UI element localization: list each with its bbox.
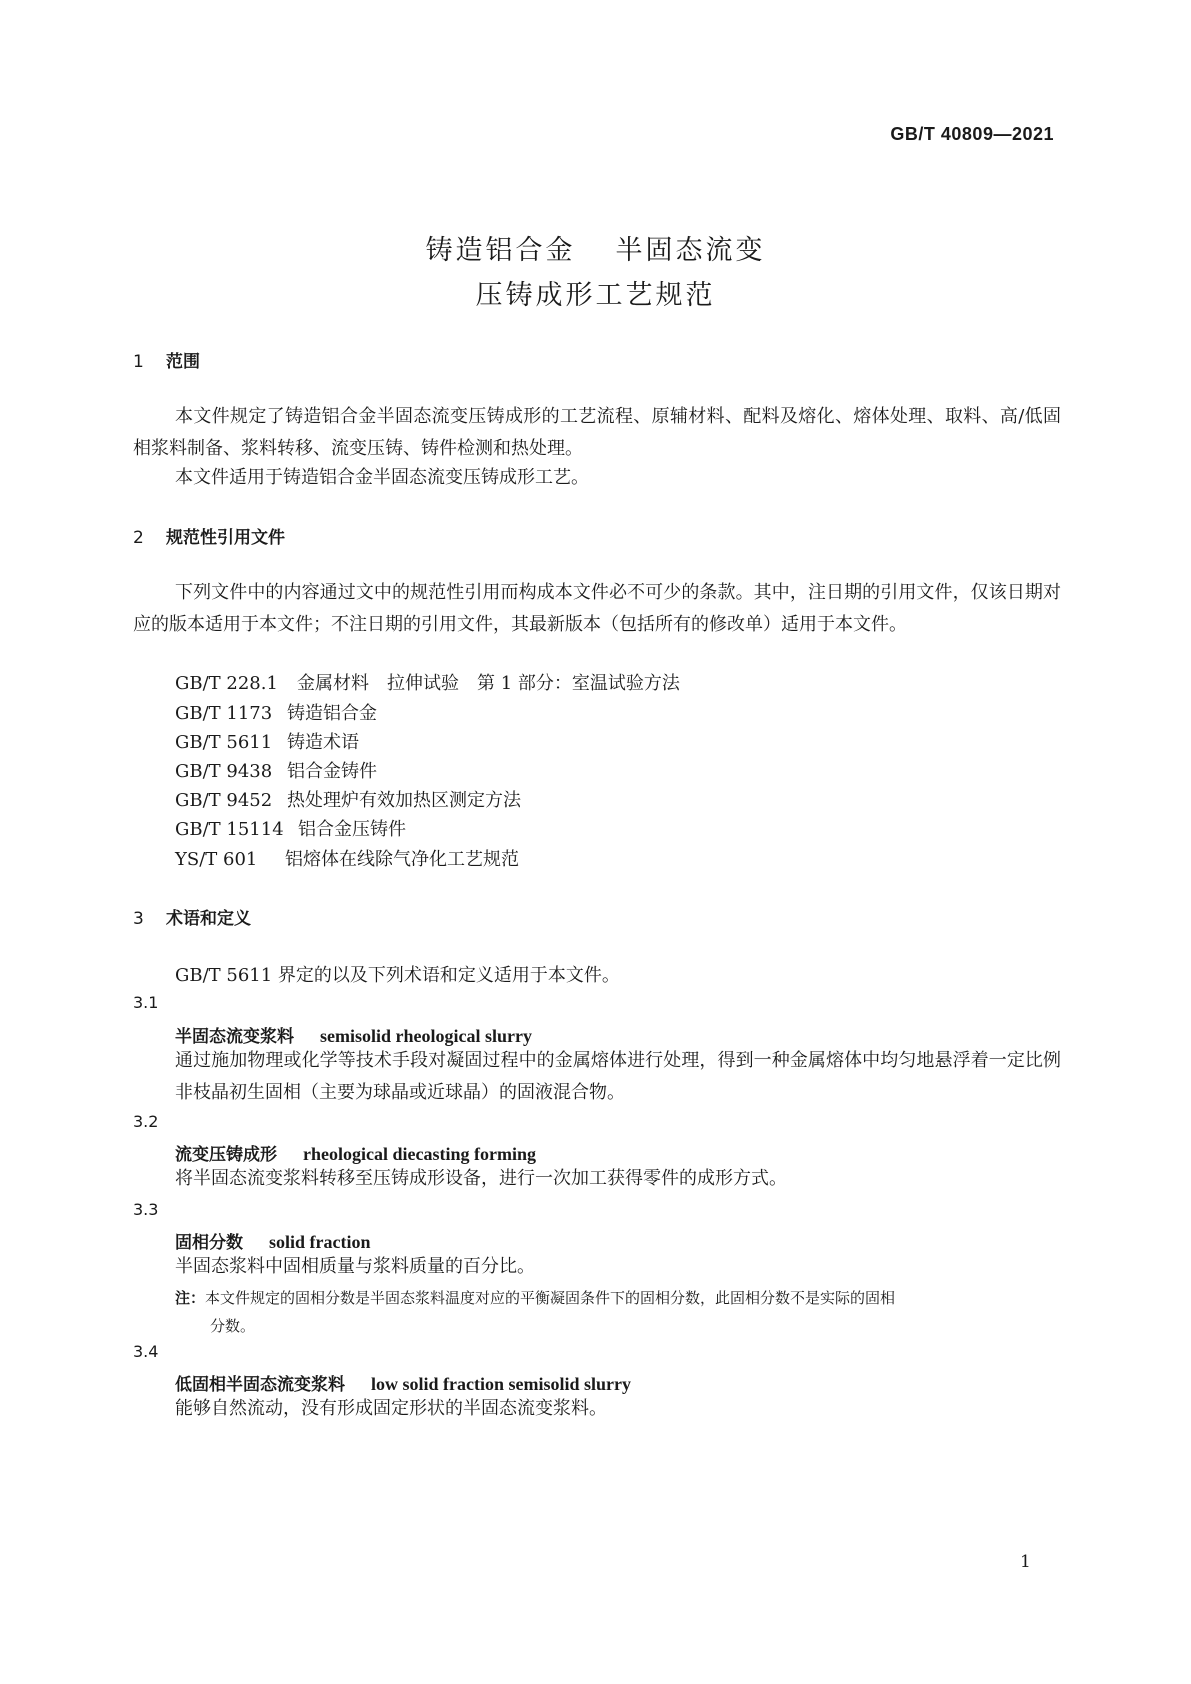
term-number: 3.2: [133, 1112, 159, 1131]
section-title: 术语和定义: [166, 909, 251, 929]
term-en: low solid fraction semisolid slurry: [371, 1374, 631, 1394]
section-number: 3: [133, 909, 144, 929]
term-definition: 半固态浆料中固相质量与浆料质量的百分比。: [175, 1256, 535, 1277]
document-title-line2: 压铸成形工艺规范: [475, 280, 716, 311]
title-part-a: 铸造铝合金: [425, 235, 576, 266]
section-title: 规范性引用文件: [166, 528, 285, 548]
term-definition: 能够自然流动，没有形成固定形状的半固态流变浆料。: [175, 1398, 607, 1419]
section-number: 2: [133, 528, 144, 548]
section-number: 1: [133, 352, 144, 372]
note-text-line1: 本文件规定的固相分数是半固态浆料温度对应的平衡凝固条件下的固相分数，此固相分数不是实际的固相: [205, 1289, 896, 1307]
section-title: 范围: [166, 352, 200, 372]
reference-item: YS/T 601 铝熔体在线除气净化工艺规范: [175, 849, 519, 870]
note-text-line2: 分数。: [210, 1317, 256, 1335]
terms-intro: GB/T 5611 界定的以及下列术语和定义适用于本文件。: [175, 965, 620, 986]
term-heading: [175, 1140, 536, 1165]
reference-item: GB/T 9438 铝合金铸件: [175, 761, 377, 782]
section-3-heading: [133, 904, 251, 929]
term-en: semisolid rheological slurry: [320, 1026, 532, 1046]
reference-item: GB/T 5611 铸造术语: [175, 732, 359, 753]
section-2-heading: [133, 523, 285, 548]
term-heading: [175, 1228, 371, 1253]
reference-item: GB/T 9452 热处理炉有效加热区测定方法: [175, 790, 521, 811]
term-definition: 通过施加物理或化学等技术手段对凝固过程中的金属熔体进行处理，得到一种金属熔体中均匀地悬浮着一定比例非枝晶初生固相（主要为球晶或近球晶）的固液混合物。: [175, 1050, 1061, 1103]
title-part-b: 半固态流变: [615, 235, 766, 266]
term-cn: 低固相半固态流变浆料: [175, 1375, 345, 1395]
scope-paragraph-1: 本文件规定了铸造铝合金半固态流变压铸成形的工艺流程、原辅材料、配料及熔化、熔体处理、取料、高/低固相浆料制备、浆料转移、流变压铸、铸件检测和热处理。: [133, 406, 1061, 459]
term-number: 3.4: [133, 1342, 159, 1361]
term-heading: [175, 1022, 532, 1047]
reference-item: GB/T 1173 铸造铝合金: [175, 703, 377, 724]
term-number: 3.3: [133, 1200, 159, 1219]
term-heading: [175, 1370, 631, 1395]
reference-item: GB/T 228.1 金属材料 拉伸试验 第 1 部分：室温试验方法: [175, 673, 680, 694]
page-number: 1: [1020, 1552, 1031, 1572]
note-label: 注：: [175, 1289, 206, 1307]
references-intro: 下列文件中的内容通过文中的规范性引用而构成本文件必不可少的条款。其中，注日期的引用文件，仅该日期对应的版本适用于本文件；不注日期的引用文件，其最新版本（包括所有的修改单）适用于本文件。: [133, 582, 1061, 635]
document-title-line1: [0, 228, 1191, 267]
term-number: 3.1: [133, 993, 159, 1012]
term-en: rheological diecasting forming: [303, 1144, 536, 1164]
term-cn: 固相分数: [175, 1233, 243, 1253]
term-cn: 流变压铸成形: [175, 1145, 277, 1165]
reference-item: GB/T 15114 铝合金压铸件: [175, 819, 406, 840]
standard-number: GB/T 40809—2021: [890, 124, 1054, 144]
section-1-heading: [133, 347, 200, 372]
term-cn: 半固态流变浆料: [175, 1027, 294, 1047]
scope-paragraph-2: 本文件适用于铸造铝合金半固态流变压铸成形工艺。: [175, 467, 589, 488]
term-en: solid fraction: [269, 1232, 371, 1252]
term-note: [175, 1284, 1061, 1340]
term-definition: 将半固态流变浆料转移至压铸成形设备，进行一次加工获得零件的成形方式。: [175, 1168, 787, 1189]
